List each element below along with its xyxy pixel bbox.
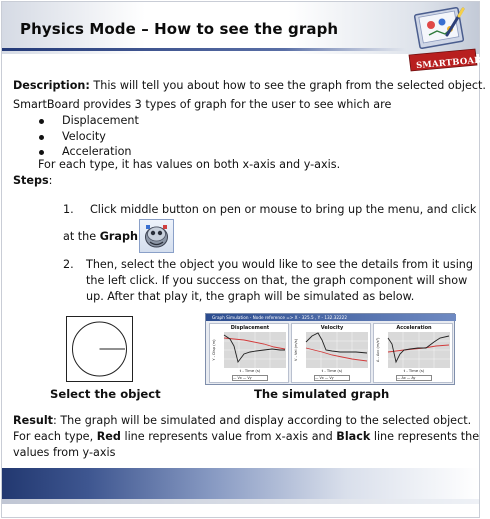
step-2-line-3: up. After that play it, the graph will be simulated as below. [86, 290, 415, 303]
bullet-icon [39, 150, 44, 155]
step-2-number: 2. [63, 258, 74, 271]
description-intro: SmartBoard provides 3 types of graph for the user to see which are [13, 98, 392, 111]
panel-legend: — Vx — Vy [314, 375, 350, 381]
bullet-icon [39, 119, 44, 124]
panel-xlabel: t - Time (s) [239, 368, 261, 373]
step-1-line-2 [63, 229, 138, 245]
panel-xlabel: t - Time (s) [321, 368, 343, 373]
step-2-line-2: the left click. If you success on that, the graph component will show [86, 274, 468, 287]
select-object-figure [66, 316, 133, 382]
steps-label: Steps [13, 174, 49, 187]
result-suffix: line represents the [370, 430, 480, 443]
panel-xlabel: t - Time (s) [403, 368, 425, 373]
simulated-graph-window [205, 313, 455, 385]
step-1-line-1: Click middle button on pen or mouse to bring up the menu, and click [90, 203, 477, 216]
list-item-label: Acceleration [62, 145, 132, 158]
description-note: For each type, it has values on both x-axis and y-axis. [38, 158, 341, 171]
sim-window-titlebar [206, 314, 456, 321]
panel-legend: — Vx — Vy [232, 375, 268, 381]
velocity-panel [291, 323, 371, 383]
red-keyword: Red [96, 430, 121, 443]
description-line [13, 78, 486, 94]
result-prefix: For each type, [13, 430, 97, 443]
displacement-panel [209, 323, 289, 383]
acceleration-panel [373, 323, 453, 383]
result-line-1 [13, 413, 471, 429]
result-mid: line represents value from x-axis and [120, 430, 337, 443]
steps-colon: : [48, 174, 53, 187]
result-text: : The graph will be simulated and display according to the selected object. [53, 414, 472, 427]
smartboard-logo-icon [407, 5, 490, 73]
bullet-icon [39, 135, 44, 140]
panel-ylabel: A - Acc (m/s²) [376, 337, 380, 362]
step-1-number: 1. [63, 203, 74, 216]
description-label: Description: [13, 79, 90, 92]
panel-ylabel: V - Vel (m/s) [294, 339, 298, 361]
list-item-label: Displacement [62, 114, 139, 127]
graph-menu-label: Graph [99, 230, 138, 243]
description-text: This will tell you about how to see the graph from the selected object. [89, 79, 486, 92]
list-item-label: Velocity [62, 129, 106, 143]
step-1-prefix: at the [63, 230, 100, 243]
header-underline [2, 48, 406, 51]
result-line-3: values from y-axis [13, 446, 116, 459]
panel-title: Acceleration [396, 325, 432, 331]
result-line-2 [13, 429, 479, 445]
sim-window-title: Graph Simulation - Node reference => X - 325.5 , Y - 132.32222 [212, 315, 347, 320]
help-page [1, 1, 490, 518]
page-title: Physics Mode – How to see the graph [20, 20, 339, 38]
simulated-graph-caption: The simulated graph [254, 387, 390, 401]
select-object-caption: Select the object [50, 387, 161, 401]
step-2-line-1: Then, select the object you would like to see the details from it using [86, 258, 473, 271]
graph-menu-icon[interactable] [139, 219, 174, 253]
panel-legend: — Ax — Ay [396, 375, 432, 381]
result-label: Result [13, 414, 54, 427]
panel-ylabel: Y - Disp (m) [212, 339, 216, 361]
footer-bar [2, 468, 479, 499]
panel-title: Displacement [230, 325, 270, 331]
steps-heading [13, 173, 52, 189]
footer-shadow [2, 499, 479, 504]
panel-title: Velocity [320, 325, 344, 331]
logo-brand-text: SMARTBOARD [415, 54, 490, 72]
black-keyword: Black [336, 430, 371, 443]
